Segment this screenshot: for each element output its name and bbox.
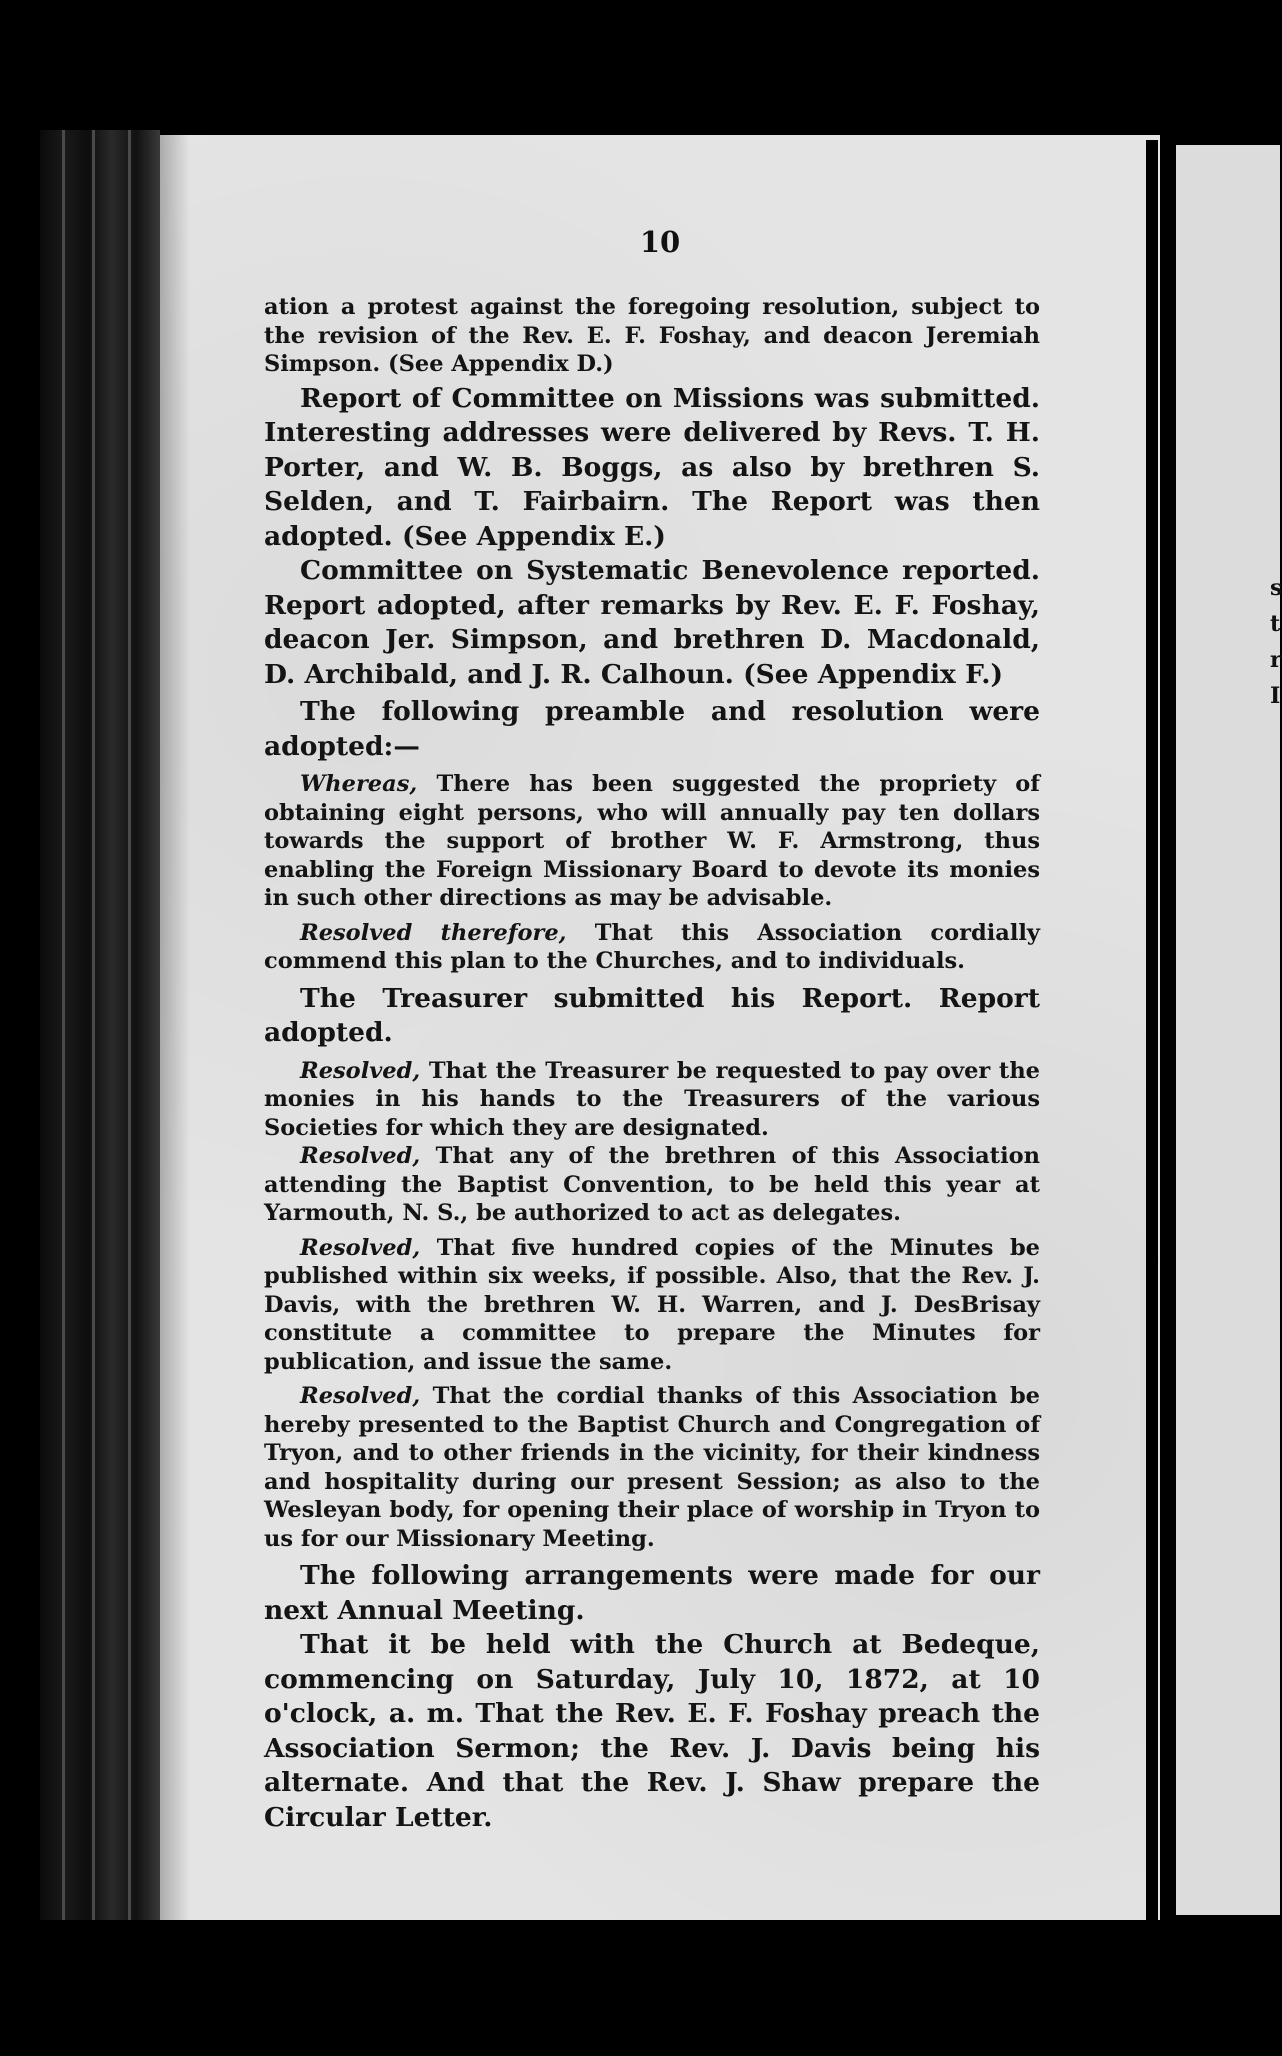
paragraph — [264, 293, 1040, 379]
paragraph-lead: Resolved, — [300, 1143, 421, 1169]
paragraph-text: That five hundred copies of the Minutes be published within six weeks, if possible. Also, that the Rev. J. Davis, with the brethren W. H. Warren, and J. DesBrisay constitute a committee to prepare the Minutes for publication, and issue the same. — [264, 1234, 1040, 1375]
binding-line — [62, 130, 65, 1920]
page-gutter-shadow — [160, 135, 190, 1920]
paragraph — [264, 982, 1040, 1051]
paragraph — [264, 770, 1040, 913]
paragraph — [264, 382, 1040, 555]
paragraph — [264, 1057, 1040, 1143]
paragraph — [264, 1234, 1040, 1377]
paragraph-text: That the cordial thanks of this Association be hereby presented to the Baptist Church and Congregation of Tryon, and to other friends in the vicinity, for their kindness and hospitality during our present Session; as also to the Wesleyan body, for opening their place of worship in Tryon to us for our Missionary Meeting. — [264, 1383, 1040, 1552]
paragraph-text: That the Treasurer be requested to pay over the monies in his hands to the Treasurers of the various Societies for which they are designated. — [264, 1057, 1040, 1141]
paragraph-lead: Resolved, — [300, 1234, 421, 1261]
paragraph-text: ation a protest against the foregoing resolution, subject to the revision of the Rev. E. F. Foshay, and deacon Jeremiah Simpson. (See Appendix D.) — [264, 294, 1040, 377]
paragraph — [264, 695, 1040, 764]
binding-line — [92, 130, 95, 1920]
page-number: 10 — [639, 225, 681, 259]
page-body-text — [264, 293, 1040, 1835]
paragraph-text: There has been suggested the propriety of obtaining eight persons, who will annually pay ten dollars towards the support of brother W. F. Armstrong, thus enabling the Foreign Missionary Board to devote its monies in such other directions as may be advisable. — [264, 771, 1040, 911]
paragraph-lead: Resolved, — [300, 1383, 421, 1409]
binding-line — [128, 130, 131, 1920]
paragraph-text: Committee on Systematic Benevolence reported. Report adopted, after remarks by Rev. E. F. Foshay, deacon Jer. Simpson, and brethren D. Macdonald, D. Archibald, and J. R. Calhoun. (See Appendix F.) — [264, 555, 1040, 690]
book-page — [160, 135, 1160, 1920]
paragraph-text: That any of the brethren of this Association attending the Baptist Convention, to be held this year at Yarmouth, N. S., be authorized to act as delegates. — [264, 1143, 1040, 1226]
paragraph — [264, 919, 1040, 976]
paragraph-text: Report of Committee on Missions was submitted. Interesting addresses were delivered by Revs. T. H. Porter, and W. B. Boggs, as also by brethren S. Selden, and T. Fairbairn. The Report was then adopted. (See Appendix E.) — [264, 382, 1040, 552]
paragraph — [264, 1628, 1040, 1835]
paragraph — [264, 1382, 1040, 1553]
book-binding — [40, 130, 160, 1920]
paragraph-text: That this Association cordially commend this plan to the Churches, and to individuals. — [264, 919, 1040, 974]
paragraph-text: The Treasurer submitted his Report. Report adopted. — [264, 982, 1040, 1048]
paragraph-lead: Resolved, — [300, 1057, 421, 1084]
paragraph-text: The following arrangements were made for our next Annual Meeting. — [264, 1560, 1040, 1626]
paragraph — [264, 1142, 1040, 1228]
page-divider — [1146, 140, 1158, 1920]
paragraph-lead: Whereas, — [300, 771, 418, 797]
scan-bottom-border — [160, 1920, 1280, 2056]
adjacent-page-edge — [1176, 145, 1280, 1915]
paragraph — [264, 554, 1040, 692]
paragraph-lead: Resolved therefore, — [300, 919, 567, 946]
paragraph — [264, 1559, 1040, 1628]
paragraph-text: That it be held with the Church at Bedeque, commencing on Saturday, July 10, 1872, at 10 o'clock, a. m. That the Rev. E. F. Foshay preach the Association Sermon; the Rev. J. Davis being his alternate. And that the Rev. J. Shaw prepare the Circular Letter. — [264, 1629, 1040, 1833]
paragraph-text: The following preamble and resolution were adopted:— — [264, 696, 1040, 762]
adjacent-page-text-fragment: s t r I — [1270, 575, 1282, 709]
